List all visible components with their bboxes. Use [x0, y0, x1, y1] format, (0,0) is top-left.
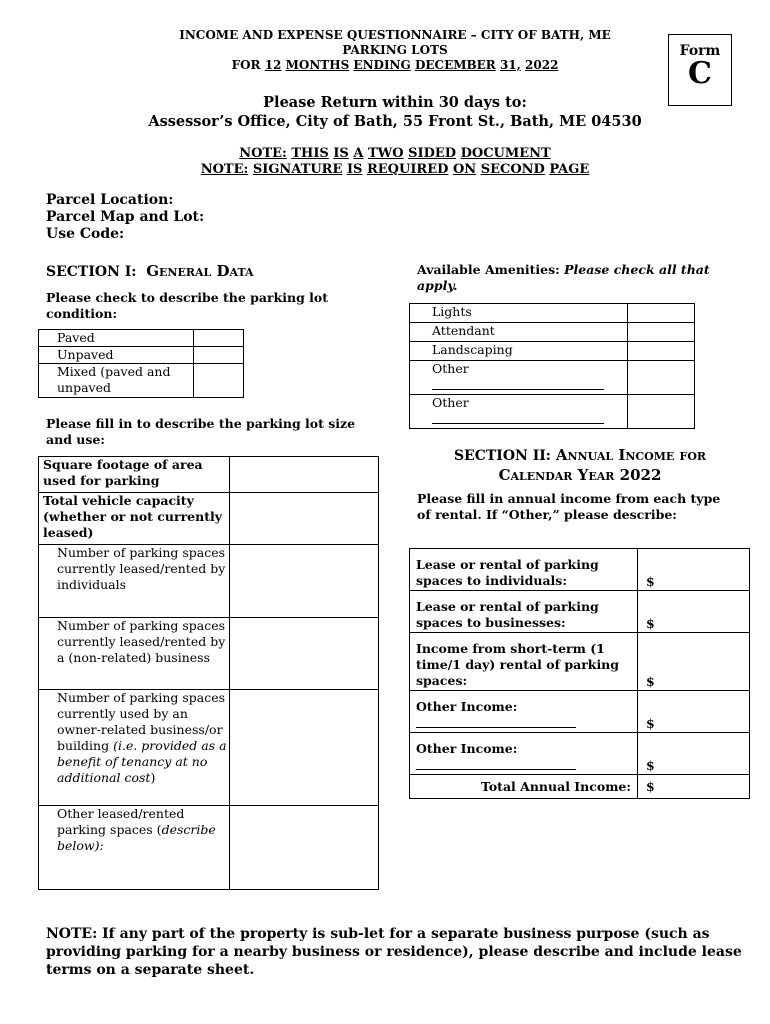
- table-row: [410, 549, 750, 591]
- table-row: [410, 633, 750, 691]
- amenity-label: Landscaping: [410, 342, 628, 361]
- table-row: [410, 733, 750, 775]
- amenities-prompt: Available Amenities: Please check all that apply.: [417, 262, 710, 293]
- other-income-input-1[interactable]: $: [638, 691, 750, 733]
- income-individuals-label: Lease or rental of parking spaces to individuals:: [410, 549, 638, 591]
- table-row: [410, 342, 695, 361]
- other-income-label: Other Income:: [410, 691, 638, 733]
- table-row: [39, 493, 379, 545]
- condition-row: [39, 364, 244, 398]
- amenity-label: Attendant: [410, 323, 628, 342]
- amenity-other-cell: Other: [410, 395, 628, 429]
- parcel-info: [46, 192, 204, 243]
- condition-checkbox-mixed[interactable]: [194, 364, 244, 398]
- header-period: FOR 12 MONTHS ENDING DECEMBER 31, 2022: [231, 58, 559, 72]
- other-income-blank[interactable]: [416, 715, 576, 728]
- size-use-table: [38, 456, 379, 890]
- income-businesses-input[interactable]: $: [638, 591, 750, 633]
- notes-block: [100, 146, 690, 178]
- section2-heading: SECTION II: Annual Income for Calendar Year 2022: [453, 446, 707, 484]
- amenity-checkbox-other-1[interactable]: [628, 361, 695, 395]
- income-short-term-label: Income from short-term (1 time/1 day) rental of parking spaces:: [410, 633, 638, 691]
- header-title: INCOME AND EXPENSE QUESTIONNAIRE – CITY OF BATH, ME: [179, 28, 611, 42]
- note-signature: NOTE: SIGNATURE IS REQUIRED ON SECOND PAGE: [200, 162, 590, 177]
- condition-row: [39, 330, 244, 347]
- spaces-business-label: Number of parking spaces currently leased/rented by a (non-related) business: [39, 618, 230, 690]
- income-prompt: Please fill in annual income from each type of rental. If “Other,” please describe:: [417, 491, 721, 522]
- table-row: [39, 690, 379, 806]
- spaces-business-input[interactable]: [230, 618, 379, 690]
- table-row: [410, 304, 695, 323]
- amenity-other-cell: Other: [410, 361, 628, 395]
- parcel-location-label: Parcel Location:: [46, 192, 174, 208]
- amenity-checkbox-attendant[interactable]: [628, 323, 695, 342]
- condition-label: Paved: [39, 330, 194, 347]
- total-income-label: Total Annual Income:: [410, 775, 638, 799]
- table-row: [410, 691, 750, 733]
- income-businesses-label: Lease or rental of parking spaces to businesses:: [410, 591, 638, 633]
- vehicle-capacity-input[interactable]: [230, 493, 379, 545]
- condition-label: Unpaved: [39, 347, 194, 364]
- table-row: [410, 361, 695, 395]
- table-row: [410, 775, 750, 799]
- form-header: [130, 28, 660, 73]
- amenity-checkbox-lights[interactable]: [628, 304, 695, 323]
- table-row: [39, 545, 379, 618]
- size-prompt: Please fill in to describe the parking lot size and use:: [46, 416, 356, 447]
- total-income-input[interactable]: $: [638, 775, 750, 799]
- other-income-blank[interactable]: [416, 757, 576, 770]
- condition-prompt: Please check to describe the parking lot condition:: [46, 290, 329, 321]
- condition-checkbox-paved[interactable]: [194, 330, 244, 347]
- square-footage-label: Square footage of area used for parking: [39, 457, 230, 493]
- square-footage-input[interactable]: [230, 457, 379, 493]
- header-subtitle: PARKING LOTS: [342, 43, 448, 57]
- condition-row: [39, 347, 244, 364]
- note-two-sided: NOTE: THIS IS A TWO SIDED DOCUMENT: [239, 146, 551, 161]
- table-row: [410, 395, 695, 429]
- other-amenity-blank[interactable]: [432, 377, 604, 390]
- parcel-map-lot-label: Parcel Map and Lot:: [46, 209, 205, 225]
- spaces-owner-related-label: Number of parking spaces currently used by an owner-related business/or building (i.e. provided as a benefit of tenancy at no additional cost): [39, 690, 230, 806]
- spaces-individuals-label: Number of parking spaces currently leased/rented by individuals: [39, 545, 230, 618]
- condition-checkbox-unpaved[interactable]: [194, 347, 244, 364]
- table-row: [410, 323, 695, 342]
- form-label: Form: [679, 43, 721, 59]
- section1-heading: SECTION I: General Data: [46, 262, 254, 280]
- spaces-individuals-input[interactable]: [230, 545, 379, 618]
- return-instructions: Please Return within 30 days to: Assessor’s Office, City of Bath, 55 Front St., Bath, ME 04530: [148, 94, 642, 130]
- amenity-checkbox-other-2[interactable]: [628, 395, 695, 429]
- other-spaces-input[interactable]: [230, 806, 379, 890]
- other-income-label: Other Income:: [410, 733, 638, 775]
- form-letter: C: [688, 56, 712, 91]
- sublet-note: NOTE: If any part of the property is sub-let for a separate business purpose (such as providing parking for a nearby business or residence), please describe and include lease terms on a separate sheet.: [46, 926, 742, 978]
- spaces-owner-related-input[interactable]: [230, 690, 379, 806]
- income-individuals-input[interactable]: $: [638, 549, 750, 591]
- condition-label: Mixed (paved and unpaved: [39, 364, 194, 398]
- amenities-table: [409, 303, 695, 429]
- table-row: [39, 457, 379, 493]
- other-spaces-label: Other leased/rented parking spaces (describe below):: [39, 806, 230, 890]
- table-row: [39, 618, 379, 690]
- table-row: [39, 806, 379, 890]
- income-table: [409, 548, 750, 799]
- vehicle-capacity-label: Total vehicle capacity (whether or not currently leased): [39, 493, 230, 545]
- use-code-label: Use Code:: [46, 226, 125, 242]
- amenity-label: Lights: [410, 304, 628, 323]
- income-short-term-input[interactable]: $: [638, 633, 750, 691]
- condition-table: [38, 329, 244, 398]
- other-amenity-blank[interactable]: [432, 411, 604, 424]
- table-row: [410, 591, 750, 633]
- other-income-input-2[interactable]: $: [638, 733, 750, 775]
- amenity-checkbox-landscaping[interactable]: [628, 342, 695, 361]
